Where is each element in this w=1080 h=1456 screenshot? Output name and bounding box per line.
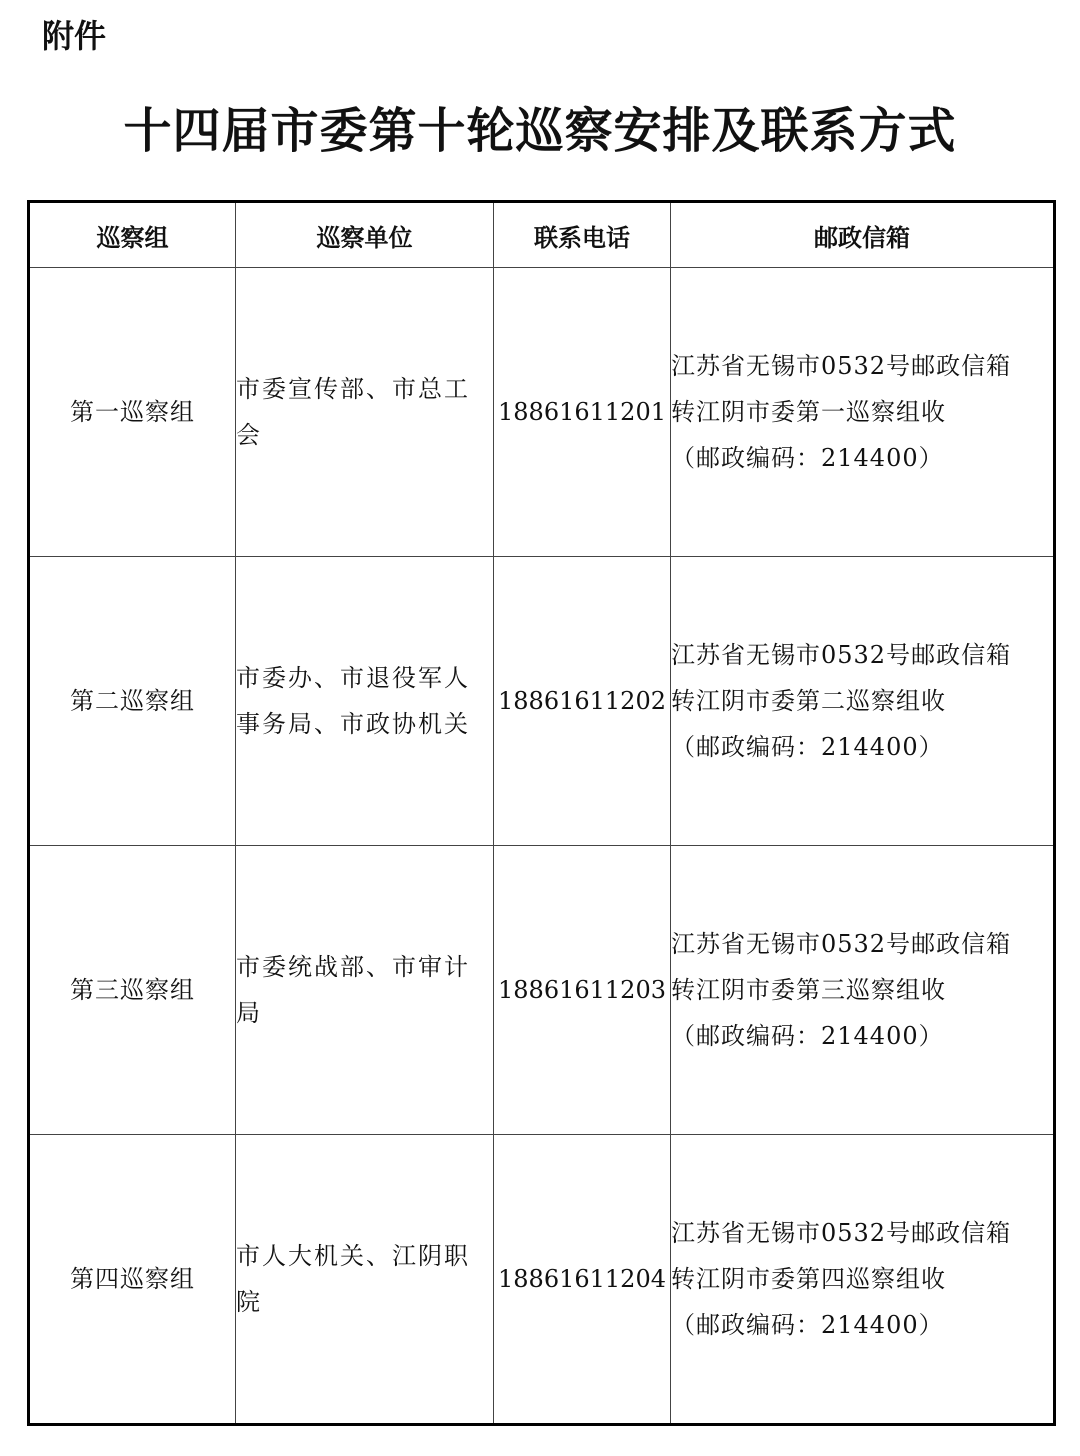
phone-cell: 18861611204 bbox=[494, 1135, 671, 1425]
inspection-schedule-table bbox=[27, 200, 1056, 1426]
page-title: 十四届市委第十轮巡察安排及联系方式 bbox=[123, 103, 957, 159]
postal-recipient-line: 转江阴市委第二巡察组收 bbox=[671, 687, 946, 715]
postal-recipient-line: 转江阴市委第四巡察组收 bbox=[671, 1265, 946, 1293]
table-row bbox=[29, 268, 1055, 557]
phone-cell: 18861611201 bbox=[494, 268, 671, 557]
postal-code-line: （邮政编码：214400） bbox=[671, 1311, 944, 1339]
unit-cell: 市委办、市退役军人事务局、市政协机关 bbox=[236, 557, 494, 846]
postal-cell bbox=[671, 1135, 1055, 1425]
group-cell: 第二巡察组 bbox=[29, 557, 236, 846]
table-row bbox=[29, 557, 1055, 846]
table-row bbox=[29, 846, 1055, 1135]
attachment-label: 附件 bbox=[42, 17, 107, 55]
table-header-row bbox=[29, 202, 1055, 268]
column-header-phone: 联系电话 bbox=[494, 202, 671, 268]
postal-address-line: 江苏省无锡市0532号邮政信箱 bbox=[671, 352, 1012, 380]
table-row bbox=[29, 1135, 1055, 1425]
column-header-group: 巡察组 bbox=[29, 202, 236, 268]
column-header-unit: 巡察单位 bbox=[236, 202, 494, 268]
postal-cell bbox=[671, 846, 1055, 1135]
postal-address-line: 江苏省无锡市0532号邮政信箱 bbox=[671, 641, 1012, 669]
unit-cell: 市人大机关、江阴职院 bbox=[236, 1135, 494, 1425]
postal-code-line: （邮政编码：214400） bbox=[671, 733, 944, 761]
column-header-postal: 邮政信箱 bbox=[671, 202, 1055, 268]
group-cell: 第一巡察组 bbox=[29, 268, 236, 557]
unit-cell: 市委统战部、市审计局 bbox=[236, 846, 494, 1135]
group-cell: 第三巡察组 bbox=[29, 846, 236, 1135]
postal-address-line: 江苏省无锡市0532号邮政信箱 bbox=[671, 1219, 1012, 1247]
phone-cell: 18861611202 bbox=[494, 557, 671, 846]
postal-code-line: （邮政编码：214400） bbox=[671, 444, 944, 472]
phone-cell: 18861611203 bbox=[494, 846, 671, 1135]
postal-recipient-line: 转江阴市委第三巡察组收 bbox=[671, 976, 946, 1004]
postal-cell bbox=[671, 557, 1055, 846]
group-cell: 第四巡察组 bbox=[29, 1135, 236, 1425]
unit-cell: 市委宣传部、市总工会 bbox=[236, 268, 494, 557]
postal-code-line: （邮政编码：214400） bbox=[671, 1022, 944, 1050]
postal-address-line: 江苏省无锡市0532号邮政信箱 bbox=[671, 930, 1012, 958]
postal-cell bbox=[671, 268, 1055, 557]
postal-recipient-line: 转江阴市委第一巡察组收 bbox=[671, 398, 946, 426]
